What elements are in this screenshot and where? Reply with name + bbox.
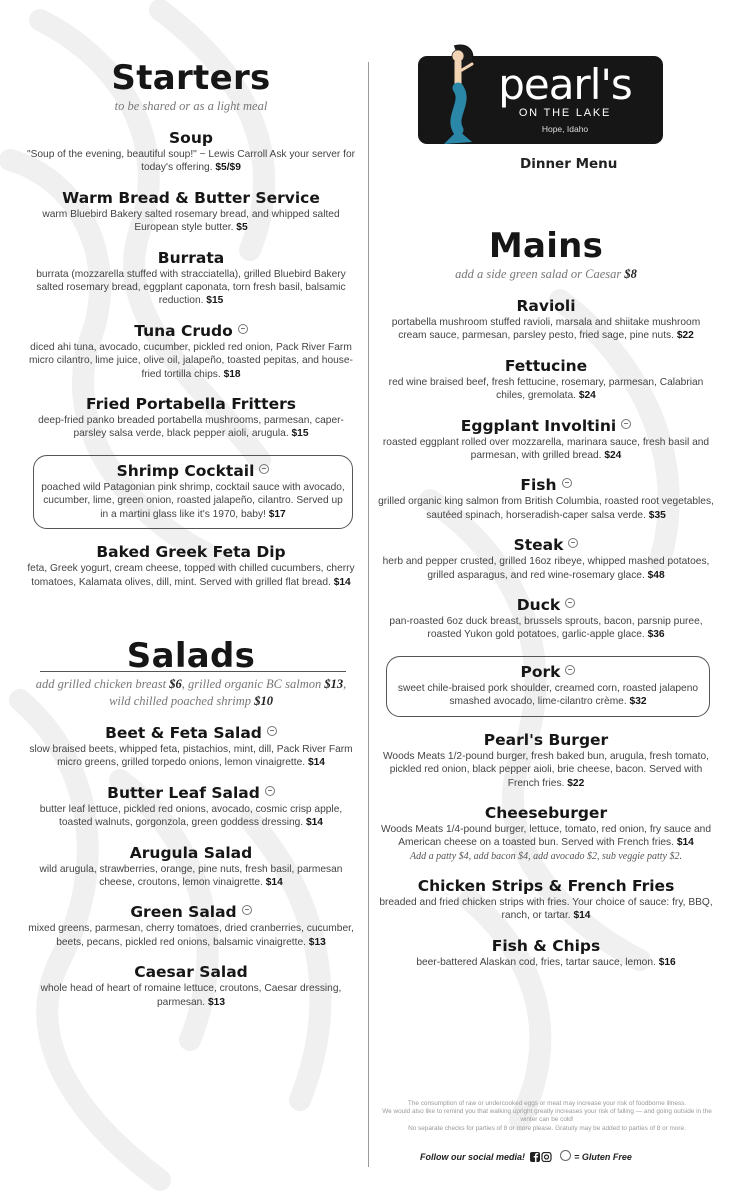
gluten-free-legend: = Gluten Free — [574, 1152, 632, 1162]
menu-item-price: $22 — [567, 777, 585, 789]
menu-item-name-text: Baked Greek Feta Dip — [96, 543, 286, 562]
menu-item-name-text: Pork — [520, 662, 561, 681]
menu-item-name-text: Shrimp Cocktail — [116, 461, 255, 480]
menu-item — [25, 249, 357, 308]
starters-heading: Starters — [111, 58, 271, 98]
menu-item-name — [40, 462, 346, 480]
menu-item — [386, 656, 710, 717]
menu-item-description-text: red wine braised beef, fresh fettucine, rosemary, parmesan, Calabrian chiles, gremolata. — [388, 376, 704, 402]
menu-item — [25, 395, 357, 441]
menu-item-name-text: Ravioli — [516, 297, 576, 315]
salads-addon-c: , wild chilled poached shrimp — [109, 676, 347, 708]
disclaimer — [382, 1100, 712, 1133]
logo-tagline: ON THE LAKE — [518, 107, 612, 119]
menu-item-name-text: Steak — [513, 536, 564, 555]
menu-item — [378, 596, 714, 642]
menu-item-description — [25, 208, 357, 235]
facebook-icon[interactable] — [530, 1152, 552, 1162]
menu-item — [25, 322, 357, 381]
menu-item-price: $24 — [578, 390, 596, 402]
menu-item-price: $32 — [629, 696, 647, 708]
disclaimer-line: The consumption of raw or undercooked eggs or meat may increase your risk of foodborne illness. — [407, 1100, 687, 1107]
menu-item-description-text: warm Bluebird Bakery salted rosemary bread, and whipped salted European style butter. — [42, 208, 340, 234]
disclaimer-line: We would also like to remind you that walking upright greatly increases your risk of falling — and going outside in the winter can be cold! — [382, 1108, 712, 1124]
gluten-free-icon — [565, 598, 575, 608]
menu-item-description-text: burrata (mozzarella stuffed with stracciatella), grilled Bluebird Bakery salted rosemary bread, eggplant caponata, torn fresh basil, balsamic reduction. — [36, 268, 346, 307]
menu-item-description-text: beer-battered Alaskan cod, fries, tartar sauce, lemon. — [416, 956, 656, 968]
menu-item-description-text: Woods Meats 1/2-pound burger, fresh baked bun, arugula, fresh tomato, pickled red onion, black pepper aioli, brie cheese, bacon. Served with French fries. — [382, 750, 709, 789]
menu-item-description — [25, 803, 357, 830]
menu-item-name-text: Eggplant Involtini — [460, 416, 617, 435]
menu-item — [25, 724, 357, 770]
menu-item-description-text: grilled organic king salmon from British Columbia, roasted root vegetables, sautéed spinach, horseradish-caper salsa verde. — [378, 496, 714, 521]
logo-wordmark: pearl's — [498, 60, 632, 109]
menu-item-description — [378, 896, 714, 923]
menu-item-name-text: Warm Bread & Butter Service — [62, 188, 320, 207]
menu-item-price: $17 — [268, 508, 286, 520]
menu-item-price: $14 — [305, 817, 323, 829]
gluten-free-icon — [565, 665, 575, 675]
menu-item-description — [378, 555, 714, 582]
menu-item — [378, 804, 714, 863]
menu-item-name — [25, 395, 357, 413]
menu-item — [25, 963, 357, 1009]
menu-item — [378, 476, 714, 522]
menu-item-price: $5/$9 — [215, 162, 241, 174]
menu-item-name — [378, 877, 714, 895]
menu-item-name — [25, 322, 357, 340]
menu-item-name — [378, 731, 714, 749]
menu-item-name — [25, 249, 357, 267]
salads-list — [25, 724, 357, 1009]
menu-item-description — [378, 376, 714, 403]
gluten-free-icon — [259, 464, 269, 474]
menu-item-name-text: Chicken Strips & French Fries — [417, 876, 675, 895]
menu-item-price: $36 — [647, 629, 665, 641]
menu-item-price: $14 — [573, 910, 591, 922]
menu-item-name-text: Green Salad — [130, 903, 237, 922]
salads-subtitle — [25, 676, 357, 710]
starters-list — [25, 129, 357, 589]
right-column — [378, 226, 714, 969]
menu-item-price: $13 — [308, 936, 326, 948]
menu-item-description — [40, 481, 346, 521]
left-column — [25, 58, 357, 1009]
menu-item-description-text: Woods Meats 1/4-pound burger, lettuce, tomato, red onion, fry sauce and American cheese on a toasted bun. Served with French fries. — [381, 823, 711, 849]
salads-addon-b-price: $13 — [324, 676, 344, 691]
menu-item — [378, 731, 714, 790]
menu-item — [25, 129, 357, 175]
logo-location: Hope, Idaho — [541, 124, 589, 134]
menu-item — [378, 877, 714, 923]
gluten-free-icon — [621, 419, 631, 429]
menu-item-description — [378, 495, 714, 522]
menu-item-name — [378, 937, 714, 955]
menu-item-name-text: Tuna Crudo — [134, 321, 233, 340]
menu-item-description — [25, 562, 357, 589]
menu-item-price: $14 — [265, 876, 283, 888]
menu-item-name — [25, 129, 357, 147]
menu-item-description-text: wild arugula, strawberries, orange, pine nuts, fresh basil, parmesan cheese, croutons, lemon vinaigrette. — [39, 863, 343, 888]
menu-item-name — [25, 724, 357, 742]
menu-item-price: $35 — [648, 509, 666, 521]
menu-item-name-text: Cheeseburger — [484, 803, 608, 822]
menu-item-name — [25, 189, 357, 207]
menu-item-price: $18 — [223, 368, 241, 380]
starters-subtitle: to be shared or as a light meal — [114, 99, 268, 113]
menu-item-description — [25, 922, 357, 949]
menu-item-price: $16 — [658, 956, 676, 968]
menu-item-description-text: "Soup of the evening, beautiful soup!" ~ Lewis Carroll Ask your server for today's offering. — [26, 149, 356, 174]
menu-item-name-text: Pearl's Burger — [483, 730, 609, 749]
menu-item-price: $14 — [333, 576, 351, 588]
menu-item-description-text: portabella mushroom stuffed ravioli, marsala and shiitake mushroom cream sauce, parmesan, parsley pesto, fried sage, pine nuts. — [391, 317, 701, 342]
menu-item-name — [378, 596, 714, 614]
menu-item-name — [25, 543, 357, 561]
mains-subtitle — [378, 266, 714, 283]
menu-item — [33, 455, 353, 529]
salads-addon-a: add grilled chicken breast — [35, 676, 167, 691]
menu-item-description-text: deep-fried panko breaded portabella mushrooms, parmesan, caper-parsley salsa verde, black pepper aioli, arugula. — [38, 415, 344, 440]
gluten-free-icon — [568, 538, 578, 548]
menu-item-description-text: pan-roasted 6oz duck breast, brussels sprouts, bacon, parsnip puree, roasted Yukon gold potatoes, garlic-apple glace. — [389, 616, 703, 641]
menu-item-name-text: Soup — [169, 129, 213, 147]
social-icons[interactable] — [530, 1152, 552, 1164]
gluten-free-icon — [238, 324, 248, 334]
menu-item-name-text: Butter Leaf Salad — [107, 783, 260, 802]
menu-item-name-text: Arugula Salad — [129, 843, 253, 862]
menu-item — [25, 543, 357, 589]
restaurant-logo — [418, 40, 663, 145]
menu-item-description — [25, 414, 357, 441]
menu-item-description — [393, 682, 703, 709]
menu-item-name — [378, 357, 714, 375]
menu-item — [378, 937, 714, 969]
menu-item — [25, 903, 357, 949]
menu-item — [378, 536, 714, 582]
menu-item-price: $14 — [307, 757, 325, 769]
menu-item-price: $13 — [207, 996, 225, 1008]
menu-item-name — [378, 536, 714, 554]
menu-item-description-text: diced ahi tuna, avocado, cucumber, pickled red onion, Pack River Farm micro cilantro, lime juice, olive oil, jalapeño, toasted pepitas, and house-fried tortilla chips. — [29, 341, 353, 380]
salads-addon-c-price: $10 — [254, 693, 273, 708]
menu-item-description — [378, 956, 714, 969]
menu-item-description — [25, 982, 357, 1009]
menu-item-price: $24 — [604, 450, 622, 462]
menu-item-description-text: roasted eggplant rolled over mozzarella, marinara sauce, fresh basil and parmesan, with grilled bread. — [382, 436, 710, 462]
mains-addon-price: $8 — [624, 267, 637, 281]
menu-item-name-text: Burrata — [157, 248, 225, 267]
spacer — [25, 589, 357, 636]
column-divider — [368, 62, 369, 1167]
menu-item-name-text: Fish & Chips — [491, 936, 601, 955]
mains-heading: Mains — [488, 226, 604, 266]
menu-item-description-text: breaded and fried chicken strips with fries. Your choice of sauce: fry, BBQ, ranch, or tartar. — [379, 896, 713, 922]
menu-item — [378, 417, 714, 463]
gluten-free-icon — [267, 726, 277, 736]
menu-item — [378, 357, 714, 403]
menu-item — [25, 784, 357, 830]
menu-item-name — [25, 963, 357, 981]
menu-item — [378, 297, 714, 343]
menu-item-description — [25, 148, 357, 175]
menu-item-description — [25, 863, 357, 890]
menu-item-name-text: Beet & Feta Salad — [105, 723, 262, 742]
menu-item-description — [378, 436, 714, 463]
menu-item-price: $15 — [291, 428, 309, 440]
footer — [420, 1150, 720, 1164]
menu-item-description — [378, 615, 714, 642]
menu-item-price: $48 — [647, 569, 665, 581]
menu-item-description-text: butter leaf lettuce, pickled red onions, avocado, cosmic crisp apple, toasted walnuts, gorgonzola, green goddess dressing. — [39, 803, 343, 829]
menu-item-name — [393, 663, 703, 681]
menu-item-name-text: Fettucine — [504, 356, 588, 375]
menu-item-name — [378, 297, 714, 315]
menu-item — [25, 844, 357, 890]
menu-item-description-text: whole head of heart of romaine lettuce, croutons, Caesar dressing, parmesan. — [40, 983, 342, 1008]
gluten-free-icon — [562, 478, 572, 488]
gluten-free-icon — [265, 786, 275, 796]
menu-item-description-text: mixed greens, parmesan, cherry tomatoes, dried cranberries, cucumber, beets, pecans, pickled red onions, balsamic vinaigrette. — [28, 923, 354, 948]
menu-item-price: $15 — [206, 295, 224, 307]
menu-item-name-text: Duck — [516, 596, 561, 615]
menu-item-name — [25, 903, 357, 921]
salads-addon-a-price: $6 — [169, 676, 182, 691]
gluten-free-icon — [242, 905, 252, 915]
disclaimer-line: No separate checks for parties of 8 or more please. Gratuity may be added to parties of 8 or more. — [408, 1124, 686, 1132]
menu-item-description — [378, 316, 714, 343]
menu-item-description-text: feta, Greek yogurt, cream cheese, topped with chilled cucumbers, cherry tomatoes, Kalamata olives, dill, mint. Served with grilled flat bread. — [27, 563, 355, 588]
menu-item-name — [378, 417, 714, 435]
menu-item-name-text: Fried Portabella Fritters — [86, 395, 296, 414]
menu-item-description-text: sweet chile-braised pork shoulder, creamed corn, roasted jalapeno smashed avocado, lime-cilantro crème. — [397, 682, 699, 708]
salads-addon-b: , grilled organic BC salmon — [181, 676, 322, 691]
menu-item-name-text: Fish — [520, 476, 557, 495]
menu-item-name — [25, 844, 357, 862]
menu-item-addons: Add a patty $4, add bacon $4, add avocado $2, sub veggie patty $2. — [410, 850, 682, 862]
menu-item-name — [25, 784, 357, 802]
mains-addon: add a side green salad or Caesar — [455, 267, 622, 281]
menu-item-description — [25, 268, 357, 308]
menu-item-price: $14 — [676, 837, 694, 849]
menu-item-price: $22 — [676, 330, 694, 342]
menu-item-description-text: slow braised beets, whipped feta, pistachios, mint, dill, Pack River Farm micro greens, grilled torpedo onions, lemon vinaigrette. — [29, 743, 353, 769]
menu-item-description — [25, 341, 357, 381]
menu-item-description-text: poached wild Patagonian pink shrimp, cocktail sauce with avocado, cucumber, lime, green onion, roasted jalapeño, cilantro. Served up in a martini glass like it's 1970, baby! — [41, 481, 345, 520]
gluten-free-icon — [560, 1150, 571, 1161]
menu-item-name — [378, 804, 714, 822]
menu-item-description-text: herb and pepper crusted, grilled 16oz ribeye, whipped mashed potatoes, grilled asparagus, and red wine-rosemary glace. — [382, 556, 710, 581]
menu-title: Dinner Menu — [520, 156, 618, 172]
menu-item-description — [378, 750, 714, 790]
menu-item-description — [378, 823, 714, 850]
mains-list — [378, 297, 714, 969]
menu-item-name — [378, 476, 714, 494]
menu-item-name-text: Caesar Salad — [134, 963, 248, 982]
social-label: Follow our social media! — [420, 1152, 526, 1162]
menu-item-price: $5 — [236, 222, 248, 234]
menu-item — [25, 189, 357, 235]
menu-item-description — [25, 743, 357, 770]
salads-heading: Salads — [126, 635, 256, 676]
